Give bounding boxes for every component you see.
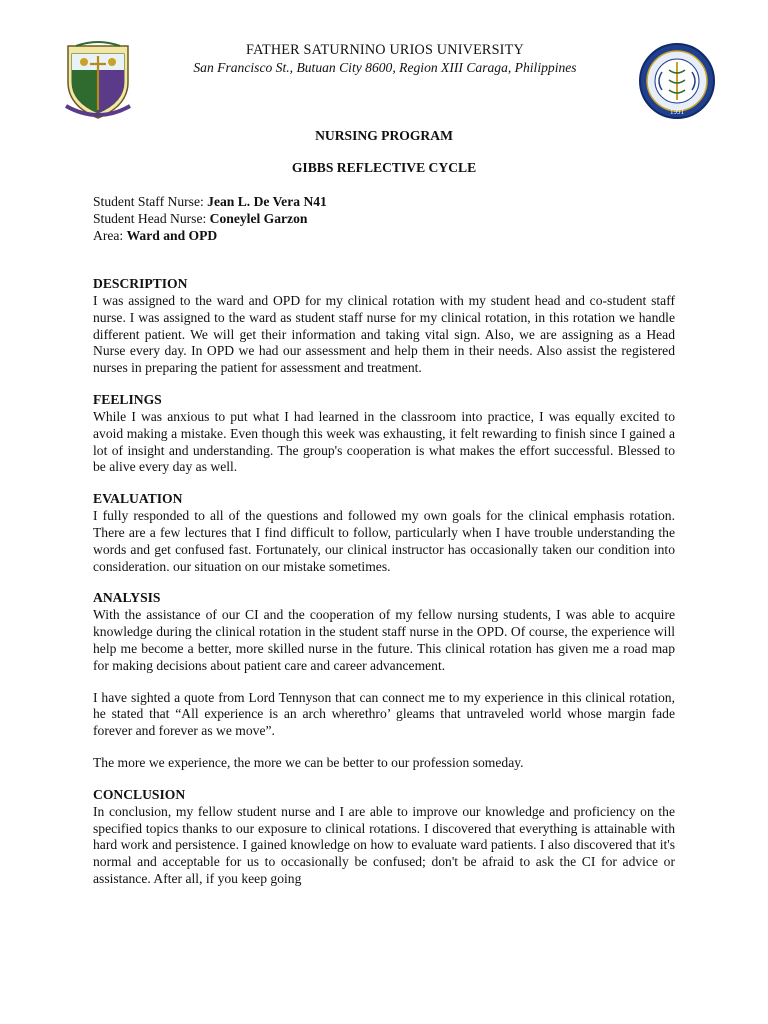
area-label: Area: xyxy=(93,228,127,243)
feelings-heading: FEELINGS xyxy=(93,391,162,407)
program-title: NURSING PROGRAM xyxy=(315,128,453,143)
nursing-program-seal-icon xyxy=(638,42,716,120)
conclusion-heading: CONCLUSION xyxy=(93,786,186,802)
seal-year: 1991 xyxy=(670,108,684,116)
university-address: San Francisco St., Butuan City 8600, Region XIII Caraga, Philippines xyxy=(193,60,577,75)
feelings-section xyxy=(93,392,675,476)
reflection-body xyxy=(93,276,675,903)
staff-nurse-value: Jean L. De Vera N41 xyxy=(207,194,327,209)
head-nurse-label: Student Head Nurse: xyxy=(93,211,210,226)
conclusion-section xyxy=(93,787,675,888)
analysis-heading: ANALYSIS xyxy=(93,590,161,606)
evaluation-heading: EVALUATION xyxy=(93,491,183,507)
evaluation-paragraph: I fully responded to all of the questions and followed my own goals for the clinical emphasis rotation. There are a few lectures that I find difficult to follow, particularly when I have trouble understanding the words and get confused fast. Fortunately, our clinical instructor has occasionally taken our condition into consideration. our situation on our mistake sometimes. xyxy=(93,508,675,574)
description-heading: DESCRIPTION xyxy=(93,276,188,291)
description-section xyxy=(93,276,675,377)
analysis-paragraph: With the assistance of our CI and the cooperation of my fellow nursing students, I was able to acquire knowledge during the clinical rotation in the student staff nurse in the OPD. Of course, the experience will help me become a better, more skilled nurse in the future. This clinical rotation has given me a road map for making decisions about patient care and career advancement. xyxy=(93,607,675,673)
evaluation-section xyxy=(93,491,675,575)
area-line xyxy=(93,228,683,245)
analysis-section xyxy=(93,590,675,771)
conclusion-paragraph: In conclusion, my fellow student nurse and I are able to improve our knowledge and proficiency on the specified topics thanks to our exposure to clinical rotations. I discovered that everything is attainable with hard work and persistence. I gained knowledge on how to evaluate ward patients. I also discovered that it's normal and acceptable for us to occasionally be confused; don't be afraid to ask the CI for advice or assistance. After all, if you keep going xyxy=(93,803,675,886)
head-nurse-value: Coneylel Garzon xyxy=(209,211,308,226)
head-nurse-line xyxy=(93,211,683,228)
student-info xyxy=(93,194,683,245)
analysis-quote-paragraph: I have sighted a quote from Lord Tennyson that can connect me to my experience in this clinical rotation, he stated that “All experience is an arch wherethro’ gleams that untraveled world whose margin fade forever and forever as we move”. xyxy=(93,689,675,739)
staff-nurse-label: Student Staff Nurse: xyxy=(93,194,208,209)
staff-nurse-line xyxy=(93,194,683,211)
feelings-paragraph: While I was anxious to put what I had learned in the classroom into practice, I was equally excited to avoid making a mistake. Even though this week was exhausting, it felt rewarding to finish since I gained a lot of insight and understanding. The group's cooperation is what makes the effort successful. Blessed to be alive every day as well. xyxy=(93,408,675,475)
document-title: GIBBS REFLECTIVE CYCLE xyxy=(291,160,477,175)
university-name: FATHER SATURNINO URIOS UNIVERSITY xyxy=(246,42,524,58)
university-seal-icon xyxy=(62,40,134,120)
description-paragraph: I was assigned to the ward and OPD for my clinical rotation with my student head and co-student staff nurse. I was assigned to the ward as student staff nurse for my clinical rotation, in this rotation we handle different patient. We will get their information and taking vital sign. Also, we are assigning as a Head Nurse every day. In OPD we had our assessment and help them in their needs. Also assist the registered nurses in preparing the patient for assessment and treatment. xyxy=(93,293,675,376)
analysis-closing-paragraph: The more we experience, the more we can be better to our profession someday. xyxy=(93,754,524,770)
area-value: Ward and OPD xyxy=(126,228,218,243)
